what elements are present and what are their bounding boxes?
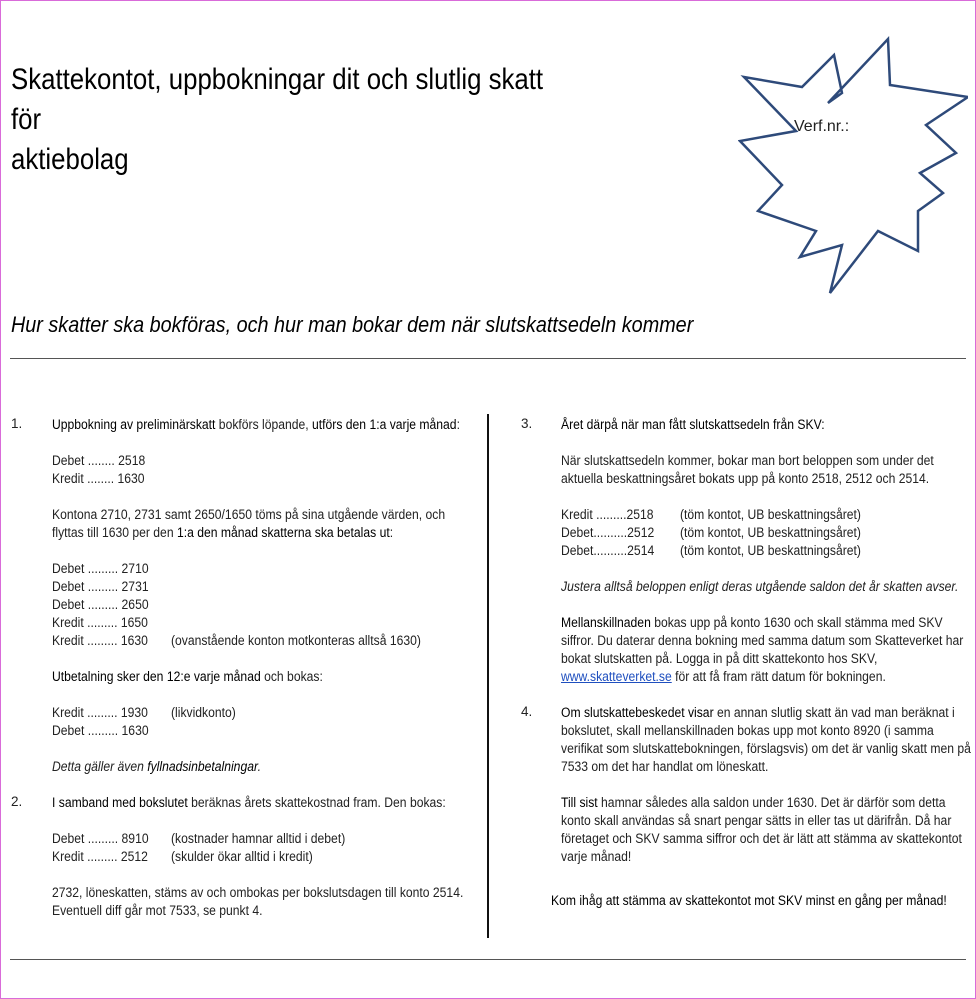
payout-line: Utbetalning sker den 12:e varje månad och bokas:: [52, 669, 323, 684]
entry-line: Debet ......... 2710: [52, 561, 149, 576]
paragraph-line: Till sist hamnar således alla saldon under 1630. Det är därför som detta: [561, 795, 946, 810]
paragraph-line: bokslutet, skall mellanskillnaden bokas upp mot konto 8920 (i samma: [561, 723, 934, 738]
entry-note: (töm kontot, UB beskattningsåret): [680, 525, 861, 540]
paragraph-line: När slutskattsedeln kommer, bokar man bort beloppen som under det: [561, 453, 934, 468]
title-line-2: aktiebolag: [11, 143, 129, 176]
entry-line: Debet..........2514: [561, 543, 655, 558]
section-4-number: 4.: [521, 704, 533, 719]
paragraph-line: Mellanskillnaden bokas upp på konto 1630 och skall stämma med SKV: [561, 615, 943, 630]
section-2-heading: I samband med bokslutet beräknas årets skattekostnad fram. Den bokas:: [52, 795, 446, 810]
entry-note: (töm kontot, UB beskattningsåret): [680, 507, 861, 522]
paragraph-line: Kontona 2710, 2731 samt 2650/1650 töms på sina utgående värden, och: [52, 507, 446, 522]
paragraph-line: aktuella beskattningsåret bokats upp på konto 2518, 2512 och 2514.: [561, 471, 930, 486]
paragraph-line: bokat slutskatten på. Logga in på ditt skattekonto hos SKV,: [561, 651, 878, 666]
entry-line: Debet ........ 2518: [52, 453, 146, 468]
section-1-heading: Uppbokning av preliminärskatt bokförs löpande, utförs den 1:a varje månad:: [52, 417, 460, 432]
section-2-number: 2.: [11, 794, 23, 809]
divider-bottom: [10, 959, 966, 960]
starburst-shape: [738, 35, 968, 297]
paragraph-line: varje månad!: [561, 849, 632, 864]
paragraph-line: Om slutskattebeskedet visar en annan slutlig skatt än vad man beräknat i: [561, 705, 955, 720]
paragraph-line: siffror. Du daterar denna bokning med samma datum som Skatteverket har: [561, 633, 964, 648]
paragraph-line: konto skall användas så snart pengar sätts in eller tas ut därifrån. Då har: [561, 813, 952, 828]
paragraph-line: www.skatteverket.se för att få fram rätt datum för bokningen.: [561, 669, 886, 684]
entry-line: Kredit ........ 1630: [52, 471, 145, 486]
starburst-outline: [740, 39, 968, 293]
entry-line: Kredit ......... 1650: [52, 615, 148, 630]
entry-line: Kredit ......... 2512: [52, 849, 148, 864]
entry-line: Kredit ......... 1630: [52, 633, 148, 648]
entry-note: (ovanstående konton motkonteras alltså 1630): [171, 633, 421, 648]
entry-line: Kredit .........2518: [561, 507, 654, 522]
entry-line: Debet ......... 1630: [52, 723, 149, 738]
entry-note: (kostnader hamnar alltid i debet): [171, 831, 346, 846]
paragraph-line: Eventuell diff går mot 7533, se punkt 4.: [52, 903, 263, 918]
entry-note: (töm kontot, UB beskattningsåret): [680, 543, 861, 558]
paragraph-line: verifikat som slutskattebokningen, förslagsvis) om det är vanlig skatt men på: [561, 741, 971, 756]
section-3-number: 3.: [521, 416, 533, 431]
entry-line: Debet..........2512: [561, 525, 655, 540]
page-title: [11, 60, 579, 180]
entry-line: Kredit ......... 1930: [52, 705, 148, 720]
paragraph-line: flyttas till 1630 per den 1:a den månad skatterna ska betalas ut:: [52, 525, 394, 540]
section-1-number: 1.: [11, 416, 23, 431]
title-line-1: Skattekontot, uppbokningar dit och slutlig skatt för: [11, 63, 544, 136]
reminder-line: Kom ihåg att stämma av skattekontot mot SKV minst en gång per månad!: [551, 893, 947, 908]
section-3-heading: Året därpå när man fått slutskattsedeln från SKV:: [561, 417, 825, 432]
section-3-italic-note: Justera alltså beloppen enligt deras utgående saldon det år skatten avser.: [561, 579, 959, 594]
entry-line: Debet ......... 8910: [52, 831, 149, 846]
paragraph-line: 7533 om det har handlat om löneskatt.: [561, 759, 769, 774]
divider-top: [10, 358, 966, 359]
entry-line: Debet ......... 2650: [52, 597, 149, 612]
page-subtitle: Hur skatter ska bokföras, och hur man bokar dem när slutskattsedeln kommer: [11, 312, 694, 337]
verf-nr-label: Verf.nr.:: [794, 118, 850, 135]
entry-line: Debet ......... 2731: [52, 579, 149, 594]
entry-note: (likvidkonto): [171, 705, 236, 720]
column-divider: [487, 414, 489, 938]
paragraph-line: 2732, löneskatten, stäms av och ombokas per bokslutsdagen till konto 2514.: [52, 885, 464, 900]
section-1-note: Detta gäller även fyllnadsinbetalningar.: [52, 759, 261, 774]
skatteverket-link[interactable]: www.skatteverket.se: [561, 669, 672, 684]
entry-note: (skulder ökar alltid i kredit): [171, 849, 313, 864]
paragraph-line: företaget och SKV samma siffror och det är lätt att stämma av skattekontot: [561, 831, 962, 846]
